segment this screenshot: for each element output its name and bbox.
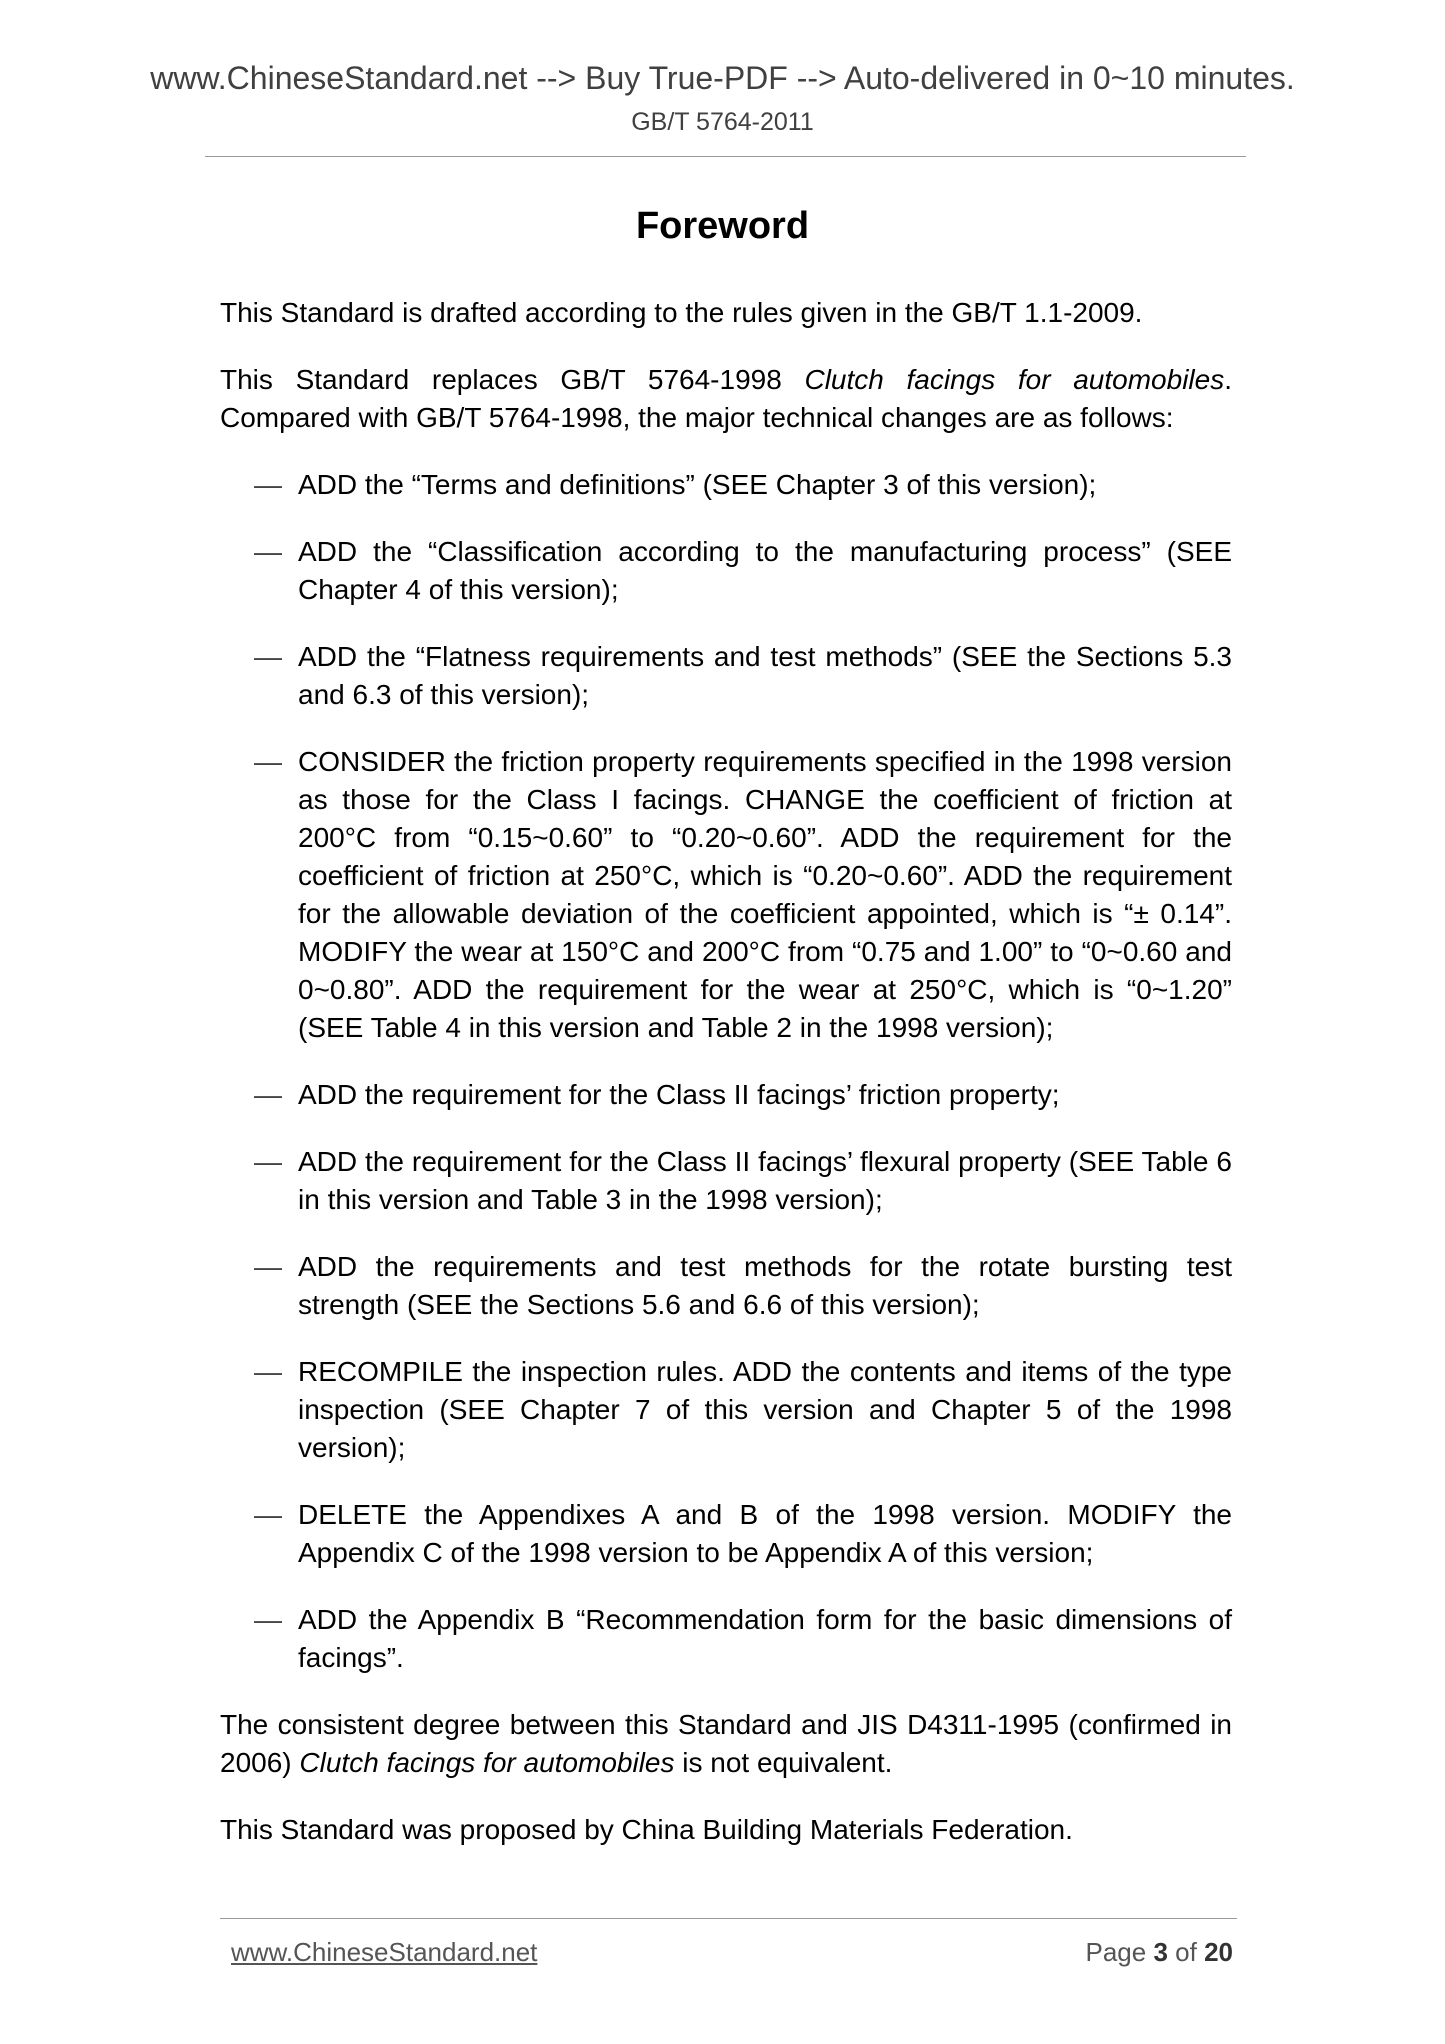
consistency-text: The consistent degree between this Standard and JIS D4311-1995 (confirmed in 2006): [220, 1709, 1232, 1778]
page-current: 3: [1153, 1937, 1168, 1967]
footer-site-link[interactable]: www.ChineseStandard.net: [231, 1937, 538, 1967]
list-item: [220, 1248, 1232, 1324]
consistency-italic-title: Clutch facings for automobiles: [299, 1747, 675, 1778]
list-item-text: ADD the “Flatness requirements and test methods” (SEE the Sections 5.3 and 6.3 of this version);: [298, 641, 1232, 710]
intro-p2-text: This Standard replaces GB/T 5764-1998: [220, 364, 805, 395]
list-item: [220, 638, 1232, 714]
list-item: [220, 743, 1232, 1047]
list-item-text: ADD the requirement for the Class II facings’ flexural property (SEE Table 6 in this version and Table 3 in the 1998 version);: [298, 1146, 1232, 1215]
intro-paragraph-2: [220, 361, 1232, 437]
proposed-paragraph: This Standard was proposed by China Building Materials Federation.: [220, 1814, 1073, 1845]
page-total: 20: [1204, 1937, 1233, 1967]
list-item-text: ADD the requirement for the Class II facings’ friction property;: [298, 1079, 1060, 1110]
dash-bullet-icon: —: [254, 1604, 282, 1635]
list-item-text: ADD the Appendix B “Recommendation form for the basic dimensions of facings”.: [298, 1604, 1232, 1673]
intro-p2-italic-title: Clutch facings for automobiles: [804, 364, 1225, 395]
page-label: Page: [1085, 1937, 1147, 1967]
list-item: [220, 1143, 1232, 1219]
list-item-text: CONSIDER the friction property requirements specified in the 1998 version as those for the Class I facings. CHANGE the coefficient of friction at 200°C from “0.15~0.60” to “0.20~0.60”. ADD the requirement for the coefficient of friction at 250°C, which is “0.20~0.60”. ADD the requirement for the allowable deviation of the coefficient appointed, which is “± 0.14”. MODIFY the wear at 150°C and 200°C from “0.75 and 1.00” to “0~0.60 and 0~0.80”. ADD the requirement for the wear at 250°C, which is “0~1.20” (SEE Table 4 in this version and Table 2 in the 1998 version);: [298, 746, 1232, 1043]
consistency-paragraph: [220, 1706, 1232, 1782]
list-item-text: ADD the “Classification according to the manufacturing process” (SEE Chapter 4 of this version);: [298, 536, 1232, 605]
consistency-text-end: is not equivalent.: [674, 1747, 893, 1778]
foreword-body: [220, 294, 1232, 1878]
list-item: [220, 1601, 1232, 1677]
dash-bullet-icon: —: [254, 1356, 282, 1387]
list-item-text: DELETE the Appendixes A and B of the 1998 version. MODIFY the Appendix C of the 1998 version to be Appendix A of this version;: [298, 1499, 1232, 1568]
intro-paragraph-1: This Standard is drafted according to the rules given in the GB/T 1.1-2009.: [220, 297, 1143, 328]
changes-list: [220, 466, 1232, 1677]
dash-bullet-icon: —: [254, 1146, 282, 1177]
page-number: [1085, 1936, 1233, 1968]
header-divider: [205, 156, 1246, 157]
list-item-text: ADD the requirements and test methods for the rotate bursting test strength (SEE the Sections 5.6 and 6.6 of this version);: [298, 1251, 1232, 1320]
list-item: [220, 1496, 1232, 1572]
standard-code: GB/T 5764-2011: [631, 108, 814, 136]
dash-bullet-icon: —: [254, 469, 282, 500]
dash-bullet-icon: —: [254, 536, 282, 567]
footer-divider: [220, 1918, 1237, 1919]
header-banner: www.ChineseStandard.net --> Buy True-PDF --> Auto-delivered in 0~10 minutes.: [150, 60, 1295, 96]
page-of-label: of: [1175, 1937, 1197, 1967]
dash-bullet-icon: —: [254, 1499, 282, 1530]
dash-bullet-icon: —: [254, 1079, 282, 1110]
dash-bullet-icon: —: [254, 746, 282, 777]
list-item: [220, 1353, 1232, 1467]
list-item-text: RECOMPILE the inspection rules. ADD the contents and items of the type inspection (SEE Chapter 7 of this version and Chapter 5 of the 1998 version);: [298, 1356, 1232, 1463]
page-title: Foreword: [635, 205, 810, 247]
dash-bullet-icon: —: [254, 1251, 282, 1282]
list-item: [220, 466, 1232, 504]
list-item-text: ADD the “Terms and definitions” (SEE Chapter 3 of this version);: [298, 469, 1097, 500]
list-item: [220, 1076, 1232, 1114]
list-item: [220, 533, 1232, 609]
intro-p2-text-end: . Compared with GB/T 5764-1998, the major technical changes are as follows:: [220, 364, 1232, 433]
dash-bullet-icon: —: [254, 641, 282, 672]
